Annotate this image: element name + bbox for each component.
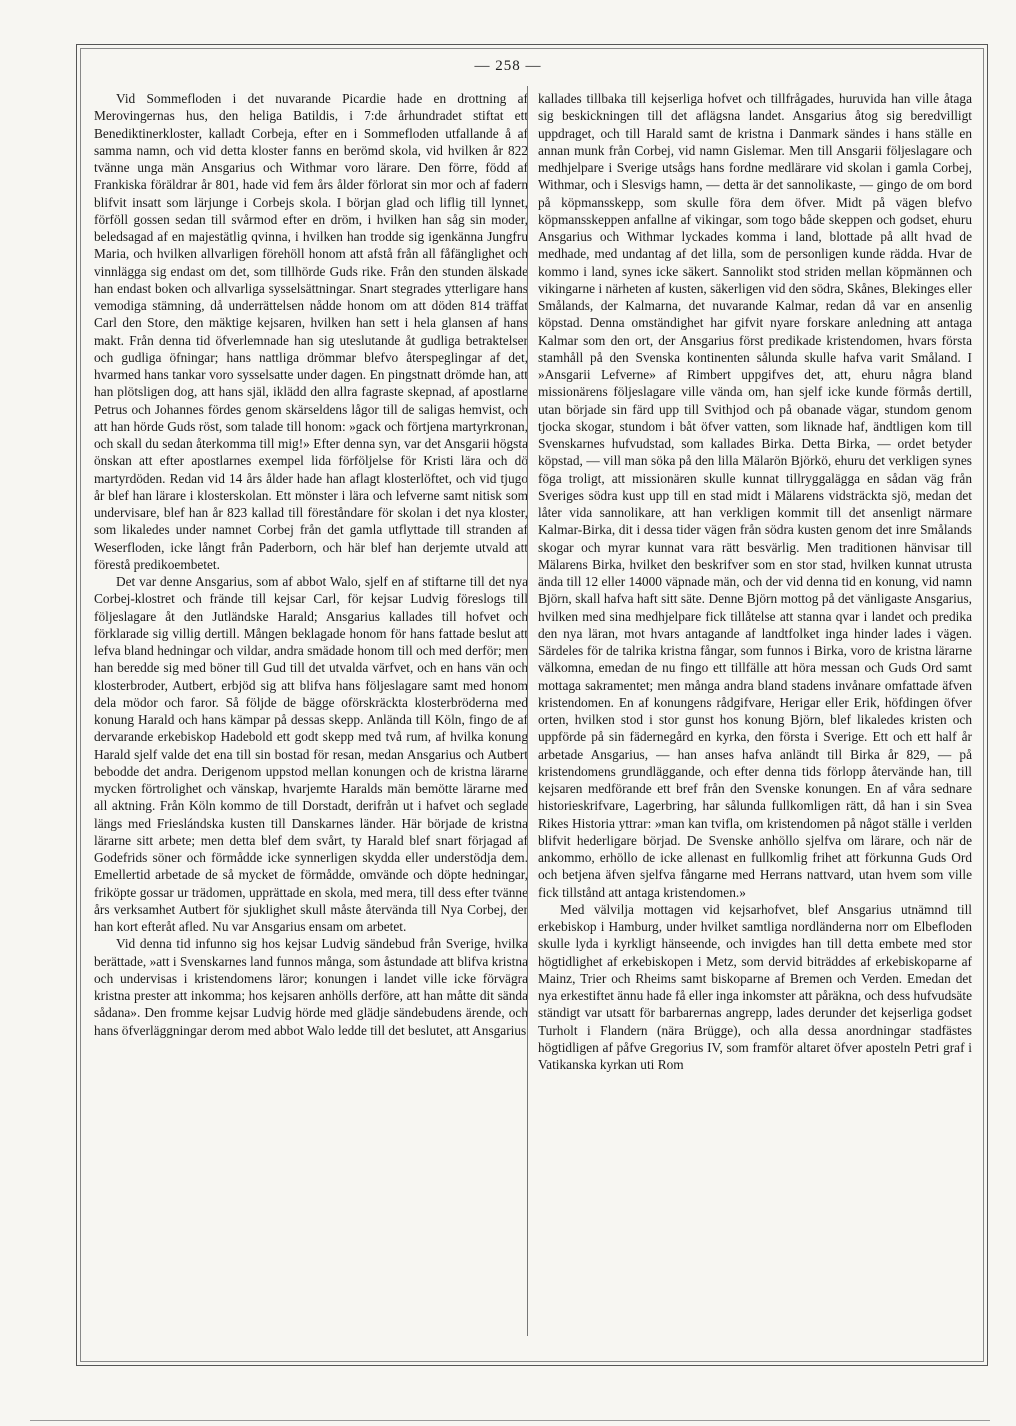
left-paragraph-1: Vid Sommefloden i det nuvarande Picardie hade en drottning af Merovingernas hus, den heliga Batildis, i 7:de århundradet stiftat ett Benediktinerkloster, kalladt Corbeja, efter en i Sommefloden utfallande å af samma namn, och vid detta kloster fanns en berömd skola, vid hvilken år 822 tvänne unga män Ansgarius och Withmar voro lärare. Den förre, född af Frankiska föräldrar år 801, hade vid fem års ålder förlorat sin mor och af fadern blifvit insatt som lärjunge i Corbejs skola. I början glad och liflig till lynnet, förföll gossen sedan till svårmod efter en dröm, i hvilken han såg sin moder, beledsagad af en majestätlig qvinna, i hvilken han trodde sig igenkänna Jungfru Maria, och hvilken allvarligen förehöll honom att afstå från all fåfänglighet och vinnlägga sig endast om det, som tillhörde Guds rike. Från den stunden älskade han endast boken och allvarliga sysselsättningar. Snart stegrades ytterligare hans vemodiga stämning, då underrättelsen nådde honom om att döden 814 träffat Carl den Store, den mäktige kejsaren, hvilken han sett i hela glansen af hans makt. Från denna tid öfverlemnade han sig uteslutande åt gudliga betraktelser och gudliga öfningar; hans nattliga drömmar blefvo återspeglingar af det, hvarmed hans tankar voro sysselsatte under dagen. En pingstnatt drömde han, att han plötsligen dog, att hans själ, iklädd den allra fagraste skepnad, af apostlarne Petrus och Johannes fördes genom skärseldens lågor till de saligas hemvist, och att han hörde Guds röst, som talade till honom: »gack och förtjena martyrkronan, och skall du sedan återkomma till mig!» Efter denna syn, var det Ansgarii högsta önskan att efter apostlarnes exempel lida förföljelse för Kristi lära och dö martyrdöden. Redan vid 14 års ålder hade han aflagt klosterlöftet, och vid tjugo år blef han lärare i klosterskolan. Ett mönster i lära och lefverne samt nitisk som undervisare, blef han år 823 kallad till föreståndare för skolan i det nya kloster, som likaledes under namnet Corbej från det gamla utflyttade till stranden af Weserfloden, icke långt från Paderborn, och här blef han derjemte utvald att förestå predikoembetet. xyxy=(94,91,528,572)
left-paragraph-2: Det var denne Ansgarius, som af abbot Walo, sjelf en af stiftarne till det nya Corbej-klostret och frände till kejsar Carl, för kejsar Ludvig föreslogs till följeslagare åt den Jutländske Harald; Ansgarius kallades till hofvet och förklarade sig villig dertill. Mången beklagade honom för hans fattade beslut att lefva bland hedningar och vildar, andra smädade honom till och med derför; men han beredde sig med böner till Gud till det utvalda värfvet, och en hans vän och klosterbroder, Autbert, erbjöd sig att blifva hans följeslagare samt med honom dela mödor och faror. Så följde de bägge oförskräckta klosterbröderna med konung Harald och hans kämpar på dessas skepp. Anlända till Köln, fingo de af dervarande erkebiskop Hadebold ett godt skepp med två rum, af hvilka konung Harald sjelf valde det ena till sin bostad för resan, medan Ansgarius och Autbert bebodde det andra. Derigenom uppstod mellan konungen och de kristna lärarne mycken förtrolighet och vänskap, hvarjemte Haralds män bemötte lärarne med all aktning. Från Köln kommo de till Dorstadt, derifrån ut i hafvet och seglade längs med Frieslándska kusten till Danskarnes länder. Här började de kristna lärarne sitt arbete; men detta blef dem svårt, ty Harald blef snart förjagad af Godefrids söner och förmådde icke synnerligen skydda eller understödja dem. Emellertid arbetade de så mycket de förmådde, omvände och döpte hedningar, friköpte gossar ur trädomen, upprättade en skola, med mera, till dess efter tvänne års verksamhet Autbert för sjuklighet skull måste återvända till Nya Corbej, der han kort efteråt afled. Nu var Ansgarius ensam om arbetet. xyxy=(94,574,528,934)
right-paragraph-2: Med välvilja mottagen vid kejsarhofvet, blef Ansgarius utnämnd till erkebiskop i Hamburg, under hvilket samtliga nordländerna norr om Elbefloden skulle lyda i kyrkligt hänseende, och invigdes han till detta embete med stor högtidlighet af erkebiskopen i Metz, som dervid biträddes af erkebiskoparne af Mainz, Trier och Rheims samt biskoparne af Bremen och Verden. Emedan det nya erkestiftet ännu hade få eller inga inkomster att påräkna, och dess hufvudsäte ständigt var utsatt för barbarernas angrepp, lades derunder det kejserliga godset Turholt i Flandern (nära Brügge), och alla dessa anordningar stadfästes högtidligen af påfve Gregorius IV, som framför altaret öfver aposteln Petri graf i Vatikanska kyrkan uti Rom xyxy=(538,901,972,1072)
right-column xyxy=(538,90,972,1332)
left-column xyxy=(94,90,528,1332)
page-number: — 258 — xyxy=(474,58,542,74)
column-divider xyxy=(527,86,528,1336)
left-paragraph-3: Vid denna tid infunno sig hos kejsar Ludvig sändebud från Sverige, hvilka berättade, »att i Svenskarnes land funnos många, som åstundade att blifva kristna och undervisas i kristendomens läror; konungen i landet ville icke förvägra kristna prester att inkomma; hos kejsaren anhölls derföre, att han måtte dit sända sådana». Den fromme kejsar Ludvig hörde med glädje sändebudens ärende, och hans öfverläggningar derom med abbot Walo ledde till det beslutet, att Ansgarius xyxy=(94,936,528,1038)
bottom-rule xyxy=(30,1420,990,1421)
right-paragraph-1: kallades tillbaka till kejserliga hofvet och tillfrågades, huruvida han ville åtaga sig beskickningen till det aflägsna landet. Ansgarius åtog sig beredvilligt uppdraget, och till Harald samt de kristna i Danmark sändes i hans ställe en annan munk från Corbej, vid namn Gislemar. Men till Ansgarii följeslagare och medhjelpare i Sverige utsågs hans fordne medlärare vid skolan i gamla Corbej, Withmar, och i Slesvigs hamn, — detta är det sannolikaste, — gingo de om bord på köpmansskepp, som skulle föra dem öfver. Midt på vägen blefvo köpmansskeppen anfallne af vikingar, som togo både skeppen och godset, ehuru Ansgarius och Withmar lyckades komma i land, blottade på allt hvad de medhade, med undantag af det lilla, som de personligen kunde rädda. Hvar de kommo i land, synes icke säkert. Sannolikt stod striden mellan köpmännen och vikingarne i närheten af kusten, säkerligen vid den södra, Skånes, Blekinges eller Smålands, der Kalmarna, det nuvarande Kalmar, redan då var en ansenlig köpstad. Denna omständighet har gifvit nyare forskare anledning att antaga Kalmar som den ort, der Ansgarius först predikade kristendomen, hvars första stamhåll på den Svenska kontinenten sålunda skulle hafva varit Småland. I »Ansgarii Lefverne» af Rimbert uppgifves det, att, ehuru några bland missionärens följeslagare ville vända om, han sjelf icke kunde förmås dertill, utan började sin färd upp till Svithjod och på obanade vägar, stundom genom tjocka skogar, stundom i båt öfver vatten, som liknade haf, ändtligen kom till Svenskarnes hufvudstad, som kallades Birka. Detta Birka, — ordet betyder köpstad, — vill man söka på den lilla Mälarön Björkö, ehuru det verkligen synes föga troligt, att missionären skulle kunnat tillryggalägga en sådan väg från Sveriges södra kust upp till en stad midt i Mälarens vidsträckta sjö, medan det låter vida sannolikare, att han verkligen kommit till det ansenligt närmare Kalmar-Birka, dit i dessa tider vägen från södra kusten genom det inre Smålands skogar och myrar kunnat vara rätt besvärlig. Men traditionen hänvisar till Mälarens Birka, hvilket den beskrifver som en stor stad, hvilken kunnat utrusta ända till 12 eller 14000 väpnade män, och der vid denna tid en konung, vid namn Björn, skall hafva haft sitt säte. Denne Björn mottog på det vänligaste Ansgarius, hvilken med sina medhjelpare fick tillåtelse att stanna qvar i landet och predika den nya läran, mot hvars antagande af landtfolket inga hinder lades i vägen. Särdeles för de talrika kristna fångar, som funnos i Birka, voro de kristna lärarne välkomna, emedan de nu fingo ett tillfälle att höra messan och Guds Ord samt mottaga sakramentet; men många andra bland stadens invånare omfattade äfven kristendomen. En af konungens rådgifvare, Herigar eller Erik, höfdingen öfver orten, hvilken stod i stor gunst hos konung Björn, blef likaledes kristen och uppförde på sin fädernegård en kyrka, den första i Sverige. Ett och ett half år arbetade Ansgarius, — han anses hafva anländt till Birka år 829, — på kristendomens grundläggande, och efter denna tids förlopp återvände han, till kejsaren medförande ett bref från den Svenske konungen. En af våra sednare historieskrifvare, Lagerbring, har sålunda fullkomligen rätt, då han i sin Svea Rikes Historia yttrar: »man kan tvifla, om kristendomen på något ställe i verlden blifvit hederligare börjad. De Svenske anhöllo sjelfva om lärare, och när de ankommo, erhöllo de icke allenast en fullkomlig frihet att förkunna Guds Ord och betjena äfven sjelfva fångarne med Herrans nattvard, utan hvem som ville fick tillstånd att antaga kristendomen.» xyxy=(538,91,972,900)
